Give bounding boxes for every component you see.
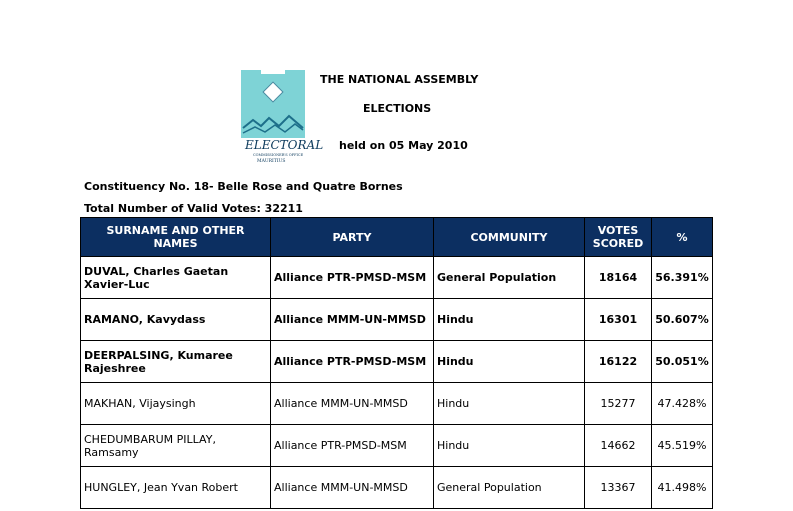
cell-community: General Population <box>434 467 585 509</box>
title-line2: ELECTIONS <box>363 102 432 115</box>
title-line1: THE NATIONAL ASSEMBLY <box>320 73 479 86</box>
valid-votes-label: Total Number of Valid Votes: 32211 <box>84 202 303 215</box>
results-table <box>80 217 713 509</box>
cell-name: DEERPALSING, Kumaree Rajeshree <box>81 341 271 383</box>
table-row <box>81 425 713 467</box>
logo-sub2: MAURITIUS <box>257 159 286 164</box>
cell-name: HUNGLEY, Jean Yvan Robert <box>81 467 271 509</box>
header-pct: % <box>652 218 713 257</box>
cell-votes: 15277 <box>585 383 652 425</box>
title-date: held on 05 May 2010 <box>339 139 468 152</box>
table-row <box>81 299 713 341</box>
cell-party: Alliance PTR-PMSD-MSM <box>271 257 434 299</box>
cell-community: Hindu <box>434 299 585 341</box>
cell-name: CHEDUMBARUM PILLAY, Ramsamy <box>81 425 271 467</box>
logo-sub1: COMMISSIONER'S OFFICE <box>253 153 304 157</box>
cell-party: Alliance MMM-UN-MMSD <box>271 299 434 341</box>
table-row <box>81 383 713 425</box>
cell-pct: 56.391% <box>652 257 713 299</box>
cell-name: RAMANO, Kavydass <box>81 299 271 341</box>
header-community: COMMUNITY <box>434 218 585 257</box>
cell-votes: 18164 <box>585 257 652 299</box>
cell-votes: 16301 <box>585 299 652 341</box>
cell-community: Hindu <box>434 425 585 467</box>
cell-community: Hindu <box>434 341 585 383</box>
cell-community: Hindu <box>434 383 585 425</box>
cell-party: Alliance MMM-UN-MMSD <box>271 467 434 509</box>
cell-community: General Population <box>434 257 585 299</box>
cell-pct: 47.428% <box>652 383 713 425</box>
cell-pct: 50.607% <box>652 299 713 341</box>
table-row <box>81 257 713 299</box>
cell-votes: 14662 <box>585 425 652 467</box>
cell-votes: 13367 <box>585 467 652 509</box>
electoral-commission-logo <box>239 70 324 165</box>
cell-pct: 50.051% <box>652 341 713 383</box>
table-header-row <box>81 218 713 257</box>
header-party: PARTY <box>271 218 434 257</box>
cell-name: DUVAL, Charles Gaetan Xavier-Luc <box>81 257 271 299</box>
constituency-label: Constituency No. 18- Belle Rose and Quatre Bornes <box>84 180 403 193</box>
cell-pct: 41.498% <box>652 467 713 509</box>
header-votes: VOTES SCORED <box>585 218 652 257</box>
cell-pct: 45.519% <box>652 425 713 467</box>
header-name: SURNAME AND OTHER NAMES <box>81 218 271 257</box>
table-row <box>81 467 713 509</box>
cell-name: MAKHAN, Vijaysingh <box>81 383 271 425</box>
cell-party: Alliance MMM-UN-MMSD <box>271 383 434 425</box>
cell-votes: 16122 <box>585 341 652 383</box>
table-row <box>81 341 713 383</box>
cell-party: Alliance PTR-PMSD-MSM <box>271 341 434 383</box>
logo-text: ELECTORAL <box>245 138 324 152</box>
cell-party: Alliance PTR-PMSD-MSM <box>271 425 434 467</box>
